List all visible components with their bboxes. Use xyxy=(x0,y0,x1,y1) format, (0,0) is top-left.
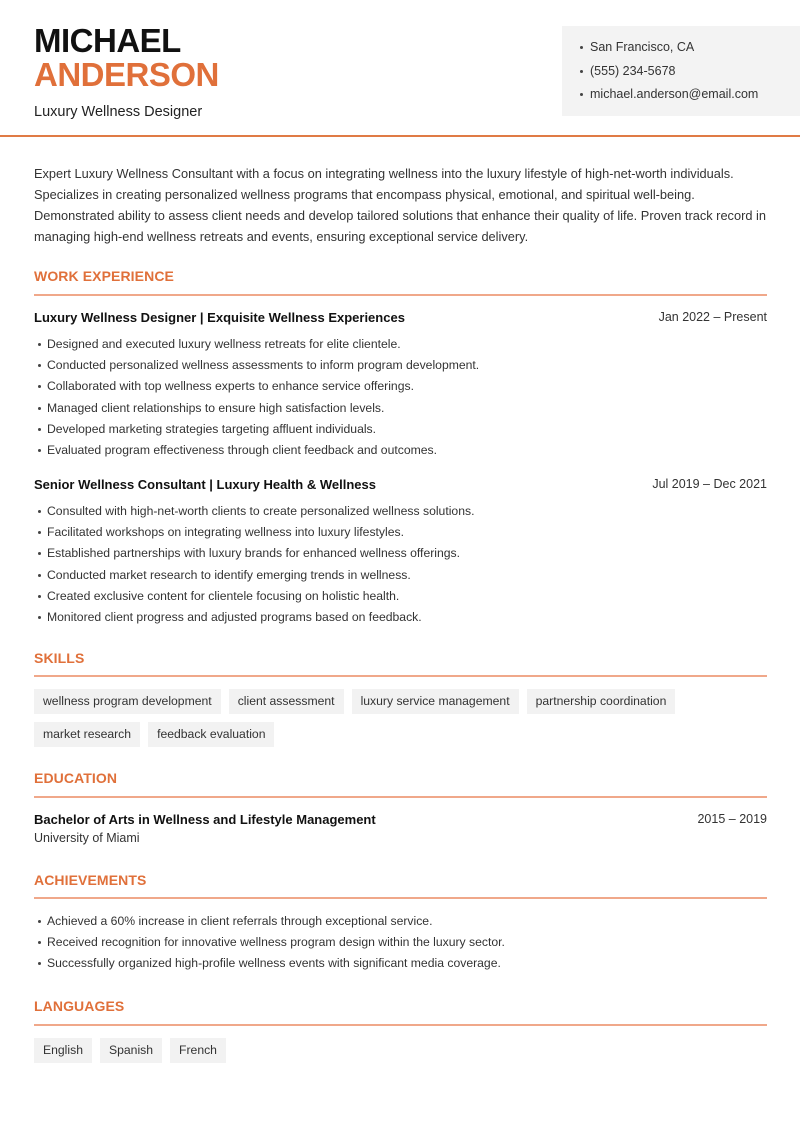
contact-phone xyxy=(580,63,800,87)
section-divider xyxy=(34,1024,767,1026)
section-divider xyxy=(34,897,767,899)
job-title: Luxury Wellness Designer xyxy=(34,104,203,120)
list-item: Consulted with high-net-worth clients to create personalized wellness solutions. xyxy=(38,503,474,524)
bullet-icon xyxy=(38,449,41,452)
job-date: Jul 2019 – Dec 2021 xyxy=(652,477,767,491)
bullet-icon xyxy=(38,385,41,388)
job-entry-header xyxy=(34,477,767,492)
last-name: ANDERSON xyxy=(34,56,219,93)
contact-location xyxy=(580,39,800,63)
languages-tags xyxy=(34,1038,774,1063)
bullet-icon xyxy=(38,920,41,923)
section-title-skills: SKILLS xyxy=(34,650,85,666)
job-date: Jan 2022 – Present xyxy=(658,310,767,324)
bullet-icon xyxy=(38,552,41,555)
job-bullets xyxy=(38,503,474,630)
bullet-icon xyxy=(38,962,41,965)
language-tag: French xyxy=(170,1038,226,1063)
skill-tag: luxury service management xyxy=(352,689,519,714)
section-title-languages: LANGUAGES xyxy=(34,998,125,1014)
job-role: Senior Wellness Consultant | Luxury Health & Wellness xyxy=(34,477,376,492)
bullet-icon xyxy=(580,46,583,49)
list-item: Conducted personalized wellness assessments to inform program development. xyxy=(38,357,479,378)
list-item: Developed marketing strategies targeting affluent individuals. xyxy=(38,421,479,442)
list-item: Monitored client progress and adjusted programs based on feedback. xyxy=(38,609,474,630)
resume-header xyxy=(0,0,800,137)
list-item: Successfully organized high-profile wellness events with significant media coverage. xyxy=(38,955,505,976)
list-item: Evaluated program effectiveness through client feedback and outcomes. xyxy=(38,442,479,463)
contact-box xyxy=(562,26,800,116)
skill-tag: partnership coordination xyxy=(527,689,676,714)
job-role: Luxury Wellness Designer | Exquisite Wellness Experiences xyxy=(34,310,405,325)
education-entry-header xyxy=(34,812,767,827)
bullet-icon xyxy=(38,616,41,619)
skill-tag: client assessment xyxy=(229,689,344,714)
language-tag: English xyxy=(34,1038,92,1063)
email-text: michael.anderson@email.com xyxy=(590,87,759,101)
skills-tags xyxy=(34,689,684,747)
list-item: Facilitated workshops on integrating wellness into luxury lifestyles. xyxy=(38,524,474,545)
bullet-icon xyxy=(38,510,41,513)
bullet-icon xyxy=(38,343,41,346)
name-block xyxy=(34,24,219,120)
list-item: Conducted market research to identify emerging trends in wellness. xyxy=(38,567,474,588)
bullet-icon xyxy=(38,428,41,431)
list-item: Received recognition for innovative wellness program design within the luxury sector. xyxy=(38,934,505,955)
education-date: 2015 – 2019 xyxy=(697,812,767,826)
job-bullets xyxy=(38,336,479,463)
section-title-achievements: ACHIEVEMENTS xyxy=(34,872,147,888)
skill-tag: feedback evaluation xyxy=(148,722,274,747)
job-entry-header xyxy=(34,310,767,325)
location-text: San Francisco, CA xyxy=(590,40,695,54)
section-divider xyxy=(34,675,767,677)
list-item: Collaborated with top wellness experts to enhance service offerings. xyxy=(38,378,479,399)
list-item: Established partnerships with luxury brands for enhanced wellness offerings. xyxy=(38,545,474,566)
bullet-icon xyxy=(580,70,583,73)
section-title-education: EDUCATION xyxy=(34,770,118,786)
bullet-icon xyxy=(38,595,41,598)
contact-email xyxy=(580,86,800,110)
achievements-list xyxy=(38,913,505,977)
section-title-work-experience: WORK EXPERIENCE xyxy=(34,268,174,284)
bullet-icon xyxy=(38,407,41,410)
education-school: University of Miami xyxy=(34,831,140,845)
list-item: Created exclusive content for clientele focusing on holistic health. xyxy=(38,588,474,609)
phone-text: (555) 234-5678 xyxy=(590,63,676,78)
bullet-icon xyxy=(38,574,41,577)
first-name: MICHAEL xyxy=(34,22,181,59)
list-item: Achieved a 60% increase in client referrals through exceptional service. xyxy=(38,913,505,934)
bullet-icon xyxy=(38,941,41,944)
bullet-icon xyxy=(580,93,583,96)
list-item: Managed client relationships to ensure high satisfaction levels. xyxy=(38,400,479,421)
bullet-icon xyxy=(38,364,41,367)
skill-tag: market research xyxy=(34,722,140,747)
bullet-icon xyxy=(38,531,41,534)
professional-summary: Expert Luxury Wellness Consultant with a focus on integrating wellness into the luxury lifestyle of high-net-worth individuals. Specializes in creating personalized wellness programs that encompass physical, emotional, and spiritual well-being. Demonstrated ability to assess client needs and develop tailored solutions that enhance their quality of life. Proven track record in managing high-end wellness retreats and events, ensuring exceptional service delivery. xyxy=(34,166,766,244)
language-tag: Spanish xyxy=(100,1038,162,1063)
section-divider xyxy=(34,796,767,798)
section-divider xyxy=(34,294,767,296)
skill-tag: wellness program development xyxy=(34,689,221,714)
education-degree: Bachelor of Arts in Wellness and Lifestyle Management xyxy=(34,812,376,827)
list-item: Designed and executed luxury wellness retreats for elite clientele. xyxy=(38,336,479,357)
